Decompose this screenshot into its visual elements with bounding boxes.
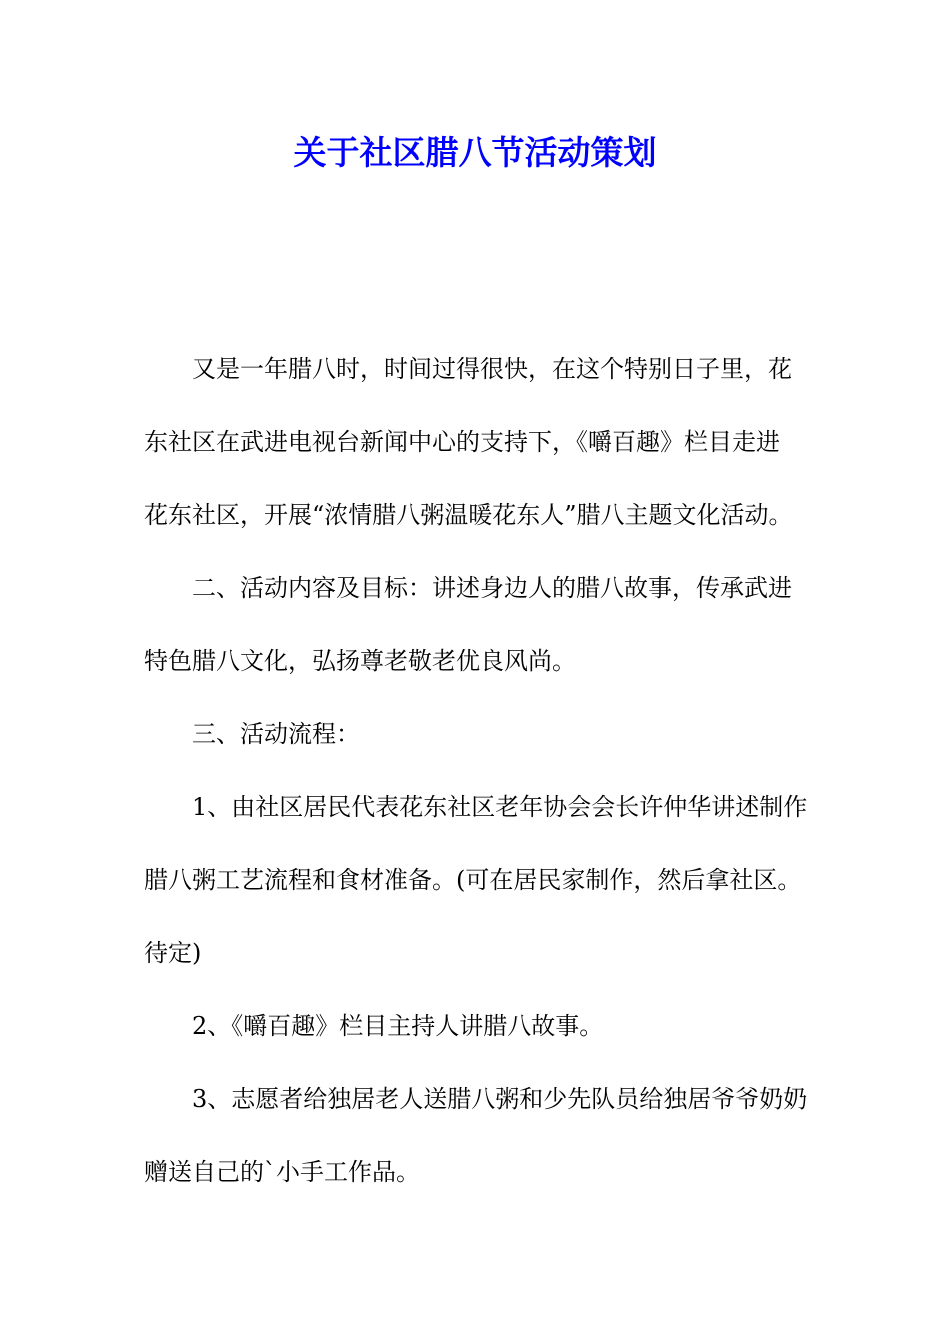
paragraph-intro bbox=[144, 333, 809, 552]
text-line: 又是一年腊八时，时间过得很快，在这个特别日子里，花 bbox=[192, 355, 792, 383]
document-body bbox=[144, 333, 809, 1209]
document-title: 关于社区腊八节活动策划 bbox=[293, 133, 657, 172]
text-line: 待定) bbox=[144, 939, 202, 967]
text-line: 1、由社区居民代表花东社区老年协会会长许仲华讲述制作 bbox=[192, 793, 808, 821]
text-line: 二、活动内容及目标：讲述身边人的腊八故事，传承武进 bbox=[192, 574, 792, 602]
text-line: 2、《嚼百趣》栏目主持人讲腊八故事。 bbox=[192, 1012, 604, 1040]
text-line: 东社区在武进电视台新闻中心的支持下，《嚼百趣》栏目走进 bbox=[144, 428, 780, 456]
paragraph-step-2 bbox=[144, 990, 809, 1063]
text-line: 赠送自己的`小手工作品。 bbox=[144, 1158, 420, 1186]
paragraph-step-1 bbox=[144, 771, 809, 990]
text-line: 花东社区，开展“浓情腊八粥温暖花东人”腊八主题文化活动。 bbox=[144, 501, 793, 529]
text-line: 腊八粥工艺流程和食材准备。(可在居民家制作，然后拿社区。 bbox=[144, 866, 802, 894]
text-line: 特色腊八文化，弘扬尊老敬老优良风尚。 bbox=[144, 647, 576, 675]
text-line: 3、志愿者给独居老人送腊八粥和少先队员给独居爷爷奶奶 bbox=[192, 1085, 808, 1113]
paragraph-step-3 bbox=[144, 1063, 809, 1209]
paragraph-process-heading bbox=[144, 698, 809, 771]
paragraph-content-goals bbox=[144, 552, 809, 698]
text-line: 三、活动流程： bbox=[192, 720, 360, 748]
